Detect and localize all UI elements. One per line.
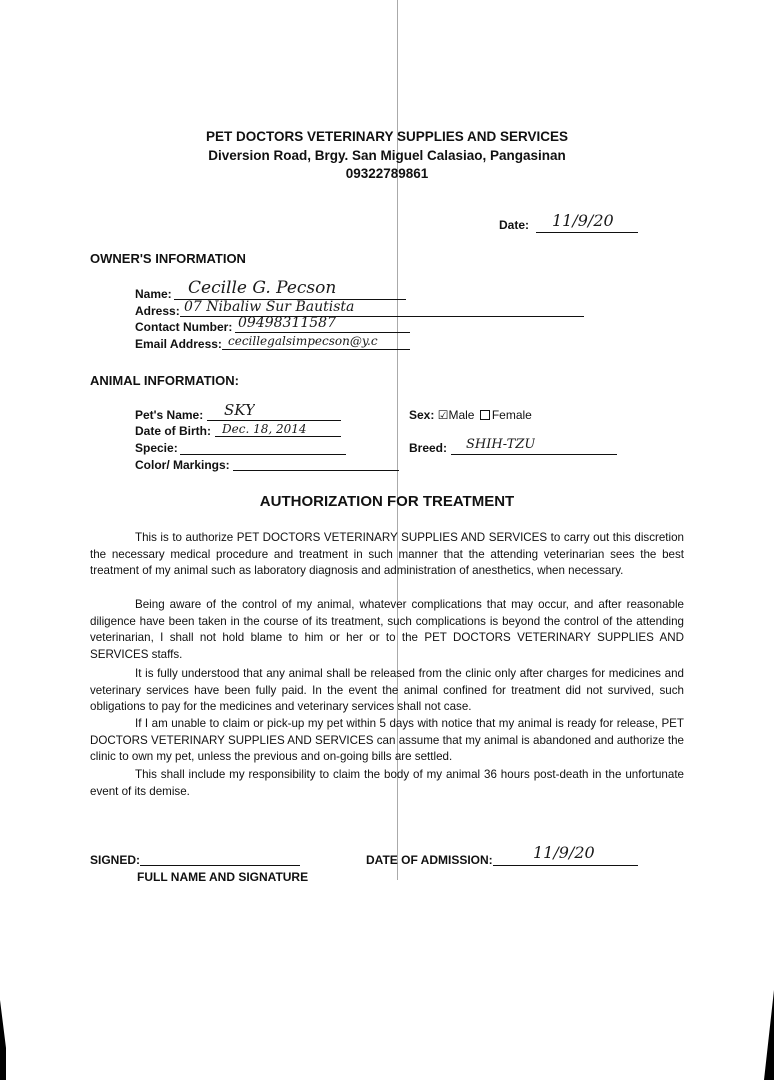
admission-date-label: DATE OF ADMISSION: bbox=[366, 853, 493, 867]
date-value: 11/9/20 bbox=[552, 213, 614, 229]
breed-value: SHIH-TZU bbox=[466, 437, 536, 452]
auth-paragraph-3: It is fully understood that any animal shall be released from the clinic only after charges for medicines and veterinary services have been fully paid. In the event the animal confined for treatment did not survived, such obligations to pay for the medicines and veterinary services shall not case. bbox=[90, 667, 684, 714]
authorization-title: AUTHORIZATION FOR TREATMENT bbox=[259, 493, 515, 510]
male-checkbox-checked-icon[interactable]: ☑ bbox=[437, 408, 449, 422]
female-checkbox[interactable] bbox=[480, 410, 490, 420]
auth-paragraph-2: Being aware of the control of my animal, whatever complications that may occur, and after reasonable diligence have been taken in the course of its treatment, such complications is beyond the control of the attending veterinarian, I shall not hold blame to him or her or to the PET DOCTORS VETERINARY SUPPLIES AND SERVICES staffs. bbox=[90, 598, 684, 661]
company-address: Diversion Road, Brgy. San Miguel Calasiao, Pangasinan bbox=[208, 148, 566, 163]
owner-address-label: Adress: bbox=[135, 304, 180, 318]
specie-label: Specie: bbox=[135, 441, 178, 455]
signed-label: SIGNED: bbox=[90, 853, 141, 867]
scan-edge-shadow-right bbox=[764, 990, 774, 1080]
sex-female-label: Female bbox=[491, 408, 532, 422]
owner-name-value: Cecille G. Pecson bbox=[188, 280, 337, 296]
sex-field bbox=[409, 408, 532, 422]
admission-date-value: 11/9/20 bbox=[533, 845, 595, 861]
owner-email-value: cecillegalsimpecson@y.c bbox=[228, 334, 378, 348]
auth-paragraph-1: This is to authorize PET DOCTORS VETERINARY SUPPLIES AND SERVICES to carry out this discretion the necessary medical procedure and treatment in such manner that the attending veterinarian sees the best treatment of my animal such as laboratory diagnosis and administration of anesthetics, when necessary. bbox=[90, 531, 684, 578]
pet-name-label: Pet's Name: bbox=[135, 408, 204, 422]
pet-name-value: SKY bbox=[224, 402, 255, 418]
owner-heading: OWNER'S INFORMATION bbox=[90, 251, 246, 266]
owner-email-label: Email Address: bbox=[135, 337, 222, 351]
dob-value: Dec. 18, 2014 bbox=[222, 422, 307, 436]
sex-male-label: Male bbox=[448, 408, 475, 422]
dob-label: Date of Birth: bbox=[135, 424, 211, 438]
signature-line bbox=[140, 851, 300, 866]
color-line bbox=[233, 456, 399, 471]
animal-heading: ANIMAL INFORMATION: bbox=[90, 373, 239, 388]
company-phone: 09322789861 bbox=[345, 166, 429, 181]
sex-label: Sex: bbox=[409, 408, 435, 422]
breed-label: Breed: bbox=[409, 441, 448, 455]
company-name: PET DOCTORS VETERINARY SUPPLIES AND SERVICES bbox=[205, 129, 569, 144]
date-label: Date: bbox=[499, 218, 530, 232]
auth-paragraph-4: If I am unable to claim or pick-up my pet within 5 days with notice that my animal is ready for release, PET DOCTORS VETERINARY SUPPLIES AND SERVICES can assume that my animal is abandoned and authorize the clinic to own my pet, unless the previous and on-going bills are settled. bbox=[90, 717, 684, 764]
signature-caption: FULL NAME AND SIGNATURE bbox=[137, 870, 309, 884]
specie-line bbox=[180, 440, 346, 455]
auth-paragraph-5: This shall include my responsibility to claim the body of my animal 36 hours post-death in the unfortunate event of its demise. bbox=[90, 768, 684, 798]
owner-name-label: Name: bbox=[135, 287, 172, 301]
owner-address-value: 07 Nibaliw Sur Bautista bbox=[184, 299, 355, 315]
scan-edge-shadow bbox=[0, 1000, 6, 1080]
owner-contact-label: Contact Number: bbox=[135, 320, 233, 334]
color-label: Color/ Markings: bbox=[135, 458, 230, 472]
owner-contact-value: 09498311587 bbox=[238, 315, 336, 331]
